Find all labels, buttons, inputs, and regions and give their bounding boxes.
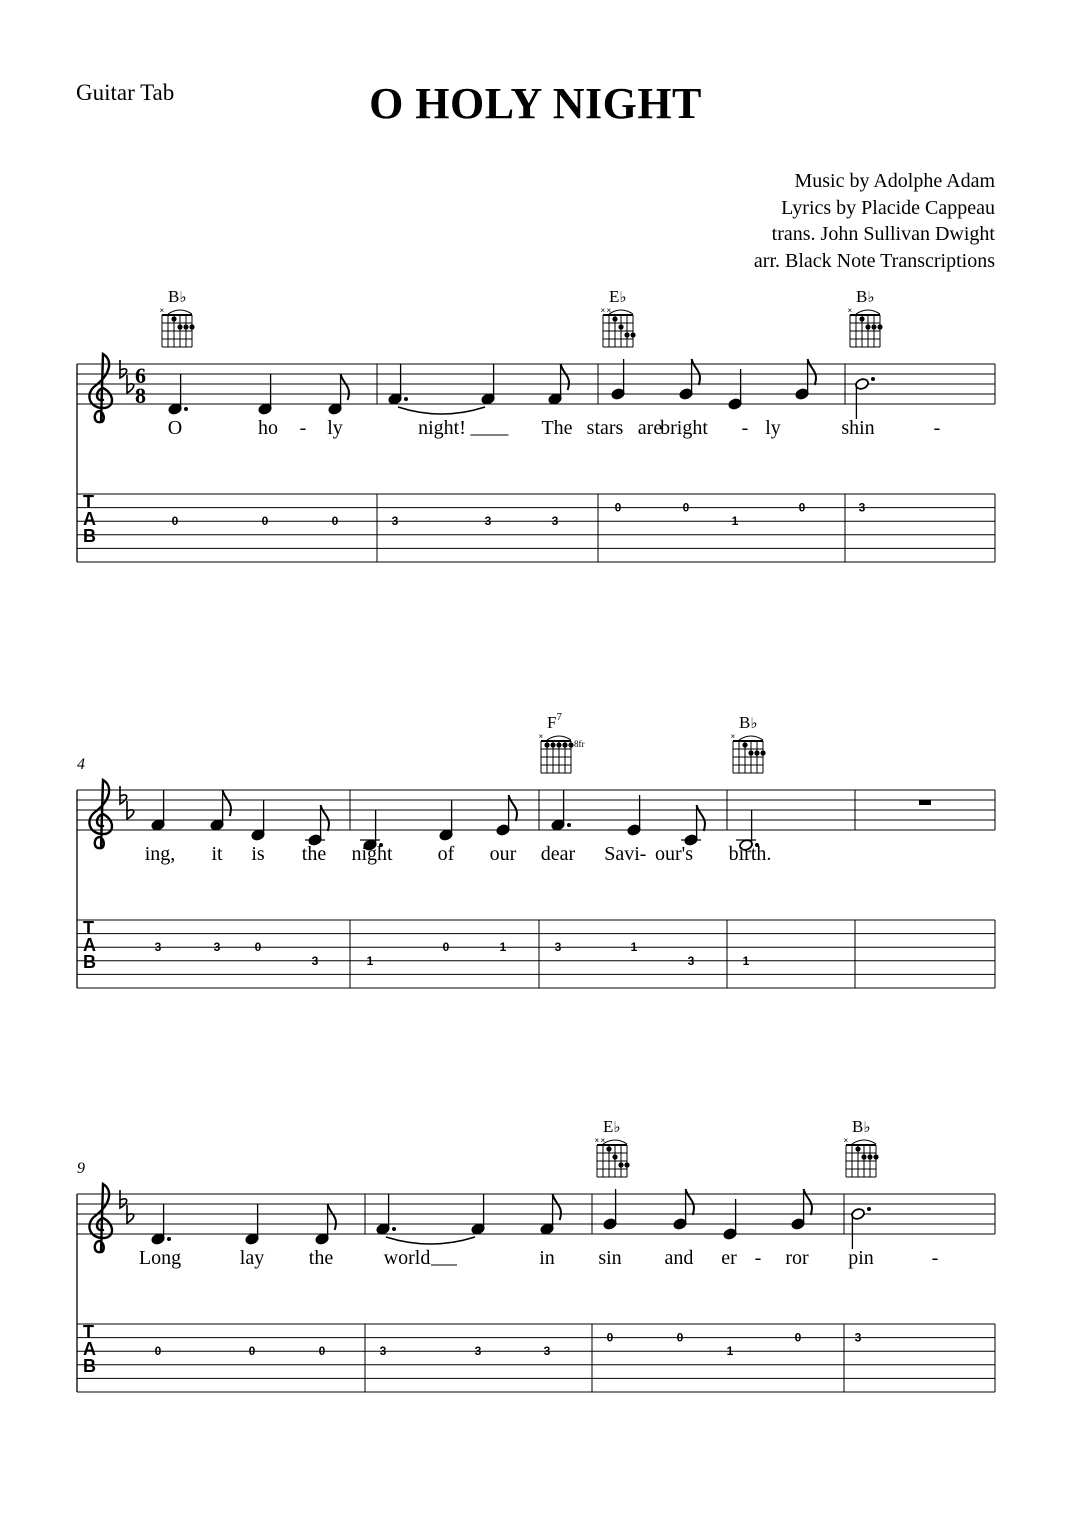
lyric-syllable: it <box>211 843 223 865</box>
lyric-syllable: ly <box>765 417 781 439</box>
finger-dot <box>618 1162 623 1167</box>
tab-fret-number: 0 <box>798 500 806 515</box>
note <box>723 1199 738 1240</box>
fret-position: 8fr <box>574 739 585 749</box>
lyric-syllable: the <box>308 1247 334 1269</box>
note <box>210 790 231 831</box>
note <box>305 805 329 846</box>
chord-name: B♭ <box>852 1117 871 1136</box>
lyric-syllable: birth. <box>728 843 772 865</box>
lyric-syllable: lay <box>239 1247 265 1269</box>
credit-arrangement: arr. Black Note Transcriptions <box>753 249 995 272</box>
tab-clef-letter: A <box>83 1339 96 1359</box>
finger-dot <box>544 742 549 747</box>
song-title: O HOLY NIGHT <box>369 79 702 128</box>
note <box>855 377 875 419</box>
whole-rest-icon <box>919 800 931 805</box>
chord-accidental: ♭ <box>750 716 758 732</box>
augmentation-dot <box>184 407 188 411</box>
lyric-syllable: Savi <box>604 843 640 865</box>
mute-mark: × <box>600 306 606 315</box>
finger-dot <box>873 1154 878 1159</box>
flag <box>697 805 705 831</box>
tab-clef-letter: T <box>83 918 94 938</box>
finger-dot <box>550 742 555 747</box>
finger-dot <box>562 742 567 747</box>
time-signature-top: 6 <box>135 363 146 388</box>
flag <box>223 790 231 816</box>
mute-mark: × <box>159 306 165 315</box>
note <box>540 1194 561 1235</box>
flat-icon <box>120 786 127 804</box>
augmentation-dot <box>404 397 408 401</box>
tab-fret-number: 0 <box>261 514 269 529</box>
finger-dot <box>556 742 561 747</box>
lyric-syllable: and <box>664 1247 694 1269</box>
lyric-syllable: shin <box>841 417 875 439</box>
lyric-syllable: our's <box>654 843 694 865</box>
chord-name: $F^7$ <box>547 711 562 732</box>
tab-clef-letter: B <box>83 526 96 546</box>
note <box>376 1194 396 1235</box>
tab-fret-number: 0 <box>254 940 262 955</box>
mute-mark: × <box>606 306 612 315</box>
tab-clef-letter: T <box>83 492 94 512</box>
lyric-syllable: night! <box>418 417 466 439</box>
chord-accidental: ♭ <box>619 290 627 306</box>
lyric-syllable: bright <box>660 417 708 439</box>
flag <box>321 805 329 831</box>
note <box>258 374 273 415</box>
chord-accidental: ♭ <box>867 290 875 306</box>
note <box>439 800 454 841</box>
flag <box>328 1204 336 1230</box>
chord-diagram <box>848 287 883 347</box>
tab-fret-number: 3 <box>551 514 559 529</box>
lyric-syllable: in <box>539 1247 555 1269</box>
finger-dot <box>760 750 765 755</box>
chord-superscript: 7 <box>556 711 562 723</box>
note <box>245 1204 260 1245</box>
note <box>388 364 408 405</box>
tab-fret-number: 3 <box>154 940 162 955</box>
tab-clef-letter: B <box>83 952 96 972</box>
tab-clef-letter: T <box>83 1322 94 1342</box>
chord-accidental: ♭ <box>179 290 187 306</box>
finger-dot <box>742 742 747 747</box>
lyric-syllable: world <box>383 1247 431 1269</box>
mute-mark: × <box>730 732 736 741</box>
tab-fret-number: 3 <box>311 953 319 968</box>
tab-fret-number: 0 <box>794 1330 802 1345</box>
measure-number: 4 <box>77 756 85 773</box>
tab-fret-number: 3 <box>213 940 221 955</box>
finger-dot <box>748 750 753 755</box>
flag <box>804 1189 812 1215</box>
finger-dot <box>183 324 188 329</box>
tab-fret-number: 0 <box>154 1344 162 1359</box>
tab-fret-number: 0 <box>614 500 622 515</box>
flat-icon <box>127 375 134 393</box>
flat-icon <box>120 360 127 378</box>
augmentation-dot <box>567 823 571 827</box>
augmentation-dot <box>871 377 875 381</box>
tab-fret-number: 3 <box>858 500 866 515</box>
flag <box>553 1194 561 1220</box>
barre-arc <box>603 1140 627 1144</box>
flat-icon <box>120 1190 127 1208</box>
lyric-syllable: of <box>437 843 455 865</box>
note <box>611 359 626 400</box>
credit-lyrics: Lyrics by Placide Cappeau <box>781 196 995 219</box>
note <box>548 364 569 405</box>
tab-fret-number: 3 <box>687 953 695 968</box>
tab-fret-number: 0 <box>442 940 450 955</box>
barre-arc <box>739 736 763 740</box>
lyric-syllable: ly <box>327 417 343 439</box>
mute-mark: × <box>594 1136 600 1145</box>
lyric-syllable: the <box>301 843 327 865</box>
note <box>315 1204 336 1245</box>
measure-number: 9 <box>77 1160 85 1177</box>
finger-dot <box>871 324 876 329</box>
tab-clef-letter: A <box>83 935 96 955</box>
tab-fret-number: 3 <box>474 1344 482 1359</box>
finger-dot <box>630 332 635 337</box>
tab-fret-number: 3 <box>379 1344 387 1359</box>
flag <box>692 359 700 385</box>
augmentation-dot <box>392 1227 396 1231</box>
note <box>471 1194 486 1235</box>
augmentation-dot <box>167 1237 171 1241</box>
system <box>77 287 995 562</box>
finger-dot <box>624 332 629 337</box>
note <box>551 790 571 831</box>
finger-dot <box>859 316 864 321</box>
lyric-syllable: dear <box>540 843 576 865</box>
chord-name: B♭ <box>739 713 758 732</box>
finger-dot <box>624 1162 629 1167</box>
finger-dot <box>877 324 882 329</box>
finger-dot <box>606 1146 611 1151</box>
time-signature-bottom: 8 <box>135 383 146 408</box>
lyric-syllable: Long <box>138 1247 182 1269</box>
finger-dot <box>568 742 573 747</box>
tab-fret-number: 3 <box>543 1344 551 1359</box>
system <box>77 711 995 988</box>
tab-fret-number: 0 <box>676 1330 684 1345</box>
chord-diagram <box>539 711 585 773</box>
note <box>151 1204 171 1245</box>
lyric-syllable: are <box>637 417 663 439</box>
barre-arc <box>168 310 192 314</box>
note <box>603 1189 618 1230</box>
note <box>851 1207 871 1249</box>
chord-diagram <box>731 713 766 773</box>
flag <box>561 364 569 390</box>
mute-mark: × <box>538 732 544 741</box>
finger-dot <box>177 324 182 329</box>
tab-clef-letter: A <box>83 509 96 529</box>
system <box>77 1117 995 1392</box>
tab-fret-number: 1 <box>630 940 638 955</box>
chord-name: B♭ <box>168 287 187 306</box>
lyric-syllable: ho <box>258 417 278 439</box>
finger-dot <box>754 750 759 755</box>
score-type-label: Guitar Tab <box>76 80 175 105</box>
tab-clef-letter: B <box>83 1356 96 1376</box>
lyric-syllable: ing, <box>144 843 176 865</box>
flag <box>509 795 517 821</box>
tab-fret-number: 0 <box>331 514 339 529</box>
flag <box>686 1189 694 1215</box>
tab-fret-number: 3 <box>854 1330 862 1345</box>
barre-arc <box>547 736 571 740</box>
flat-icon <box>127 801 134 819</box>
credit-music: Music by Adolphe Adam <box>794 170 995 192</box>
tie <box>398 407 485 414</box>
chord-name: B♭ <box>856 287 875 306</box>
tab-fret-number: 1 <box>731 514 739 529</box>
lyric-syllable: sin <box>598 1247 622 1269</box>
flag <box>341 374 349 400</box>
note <box>481 364 496 405</box>
tab-fret-number: 0 <box>682 500 690 515</box>
note <box>151 790 166 831</box>
note <box>728 369 743 410</box>
lyric-syllable: ror <box>785 1247 809 1269</box>
chord-diagram <box>601 287 636 347</box>
augmentation-dot <box>867 1207 871 1211</box>
finger-dot <box>612 1154 617 1159</box>
lyric-syllable: O <box>167 417 183 439</box>
lyric-syllable: stars <box>586 417 624 439</box>
tab-fret-number: 0 <box>171 514 179 529</box>
lyric-syllable: pin <box>848 1247 874 1269</box>
chord-name: E♭ <box>603 1117 621 1136</box>
note <box>251 800 266 841</box>
finger-dot <box>861 1154 866 1159</box>
chord-diagram <box>844 1117 879 1177</box>
finger-dot <box>855 1146 860 1151</box>
finger-dot <box>612 316 617 321</box>
tab-fret-number: 3 <box>554 940 562 955</box>
lyric-syllable: - <box>741 417 749 439</box>
finger-dot <box>171 316 176 321</box>
lyric-syllable: - <box>754 1247 762 1269</box>
finger-dot <box>867 1154 872 1159</box>
flag <box>808 359 816 385</box>
tie <box>386 1237 475 1244</box>
lyric-syllable: - <box>933 417 941 439</box>
mute-mark: × <box>600 1136 606 1145</box>
lyric-syllable: - <box>931 1247 939 1269</box>
finger-dot <box>865 324 870 329</box>
tab-fret-number: 3 <box>484 514 492 529</box>
mute-mark: × <box>843 1136 849 1145</box>
note <box>168 374 188 415</box>
tab-fret-number: 1 <box>726 1344 734 1359</box>
lyric-syllable: - <box>639 843 647 865</box>
barre-arc <box>609 310 633 314</box>
chord-accidental: ♭ <box>863 1120 871 1136</box>
tab-fret-number: 0 <box>318 1344 326 1359</box>
tab-fret-number: 1 <box>366 953 374 968</box>
note <box>627 795 642 836</box>
chord-diagram <box>160 287 195 347</box>
note <box>328 374 349 415</box>
lyric-syllable: The <box>541 417 573 439</box>
tab-fret-number: 3 <box>391 514 399 529</box>
flat-icon <box>127 1205 134 1223</box>
lyric-syllable: - <box>299 417 307 439</box>
chord-accidental: ♭ <box>613 1120 621 1136</box>
barre-arc <box>852 1140 876 1144</box>
credit-translation: trans. John Sullivan Dwight <box>771 223 995 245</box>
chord-diagram <box>595 1117 630 1177</box>
finger-dot <box>189 324 194 329</box>
mute-mark: × <box>847 306 853 315</box>
chord-name: E♭ <box>609 287 627 306</box>
lyric-syllable: night <box>351 843 393 865</box>
tab-fret-number: 0 <box>606 1330 614 1345</box>
barre-arc <box>856 310 880 314</box>
tab-fret-number: 0 <box>248 1344 256 1359</box>
lyric-syllable: er <box>721 1247 737 1269</box>
tab-fret-number: 1 <box>742 953 750 968</box>
tab-fret-number: 1 <box>499 940 507 955</box>
lyric-syllable: is <box>251 843 265 865</box>
lyric-syllable: our <box>489 843 517 865</box>
note <box>681 805 705 846</box>
finger-dot <box>618 324 623 329</box>
